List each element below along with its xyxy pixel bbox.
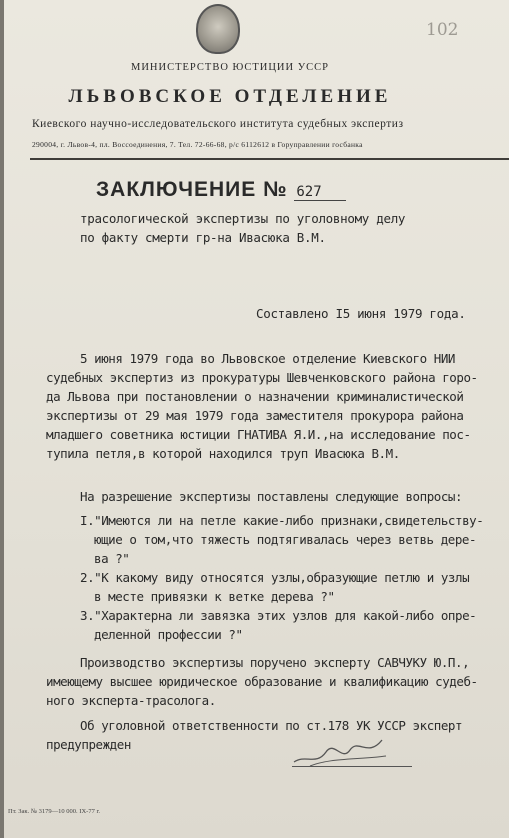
intro-line-1: 5 июня 1979 года во Львовское отделение Киевского НИИ [80,351,456,366]
question-line-5: в месте привязки к ветке дерева ?" [94,589,335,604]
scan-edge [0,0,4,838]
institute-heading: Киевского научно-исследовательского института судебных экспертиз [32,118,404,130]
state-emblem-icon [196,4,240,54]
expert-line-1: Производство экспертизы поручено эксперту САВЧУКУ Ю.П., [80,655,470,670]
date-line: Составлено I5 июня 1979 года. [256,306,466,321]
address-line: 290004, г. Львов-4, пл. Воссоединения, 7. Тел. 72-66-68, р/с 6112612 в Горуправлении госбанка [32,140,363,149]
expert-line-2: имеющему высшее юридическое образование и квалификацию судеб- [46,674,478,689]
intro-line-5: младшего советника юстиции ГНАТИВА Я.И.,на исследование пос- [46,427,471,442]
warning-line-1: Об уголовной ответственности по ст.178 УК УССР эксперт [80,718,463,733]
question-line-6: 3."Характерна ли завязка этих узлов для какой-либо опре- [80,608,477,623]
questions-intro: На разрешение экспертизы поставлены следующие вопросы: [80,489,463,504]
intro-line-2: судебных экспертиз из прокуратуры Шевченковского района горо- [46,370,478,385]
signature-line [292,766,412,767]
question-line-4: 2."К какому виду относятся узлы,образующие петлю и узлы [80,570,470,585]
header-divider [30,158,509,160]
question-line-2: ющие о том,что тяжесть подтягивалась через ветвь дере- [94,532,477,547]
department-heading: ЛЬВОВСКОЕ ОТДЕЛЕНИЕ [68,86,392,107]
title-label: ЗАКЛЮЧЕНИЕ № [96,178,288,201]
warning-line-2: предупрежден [46,737,131,752]
subject-line-1: трасологической экспертизы по уголовному делу [80,211,406,226]
print-footer: Пт. Зак. № 3179—10 000. IX-77 г. [8,808,101,815]
conclusion-number: 627 [294,184,345,201]
intro-line-3: да Львова при постановлении о назначении криминалистической [46,389,464,404]
question-line-1: I."Имеются ли на петле какие-либо признаки,свидетельству- [80,513,484,528]
intro-line-6: тупила петля,в которой находился труп Ивасюка В.М. [46,446,400,461]
subject-line-2: по факту смерти гр-на Ивасюка В.М. [80,230,326,245]
handwritten-page-number: 102 [426,20,459,40]
document-title [96,178,346,202]
expert-line-3: ного эксперта-трасолога. [46,693,216,708]
ministry-heading: МИНИСТЕРСТВО ЮСТИЦИИ УССР [131,62,329,73]
intro-line-4: экспертизы от 29 мая 1979 года заместителя прокурора района [46,408,464,423]
question-line-7: деленной профессии ?" [94,627,243,642]
question-line-3: ва ?" [94,551,130,566]
